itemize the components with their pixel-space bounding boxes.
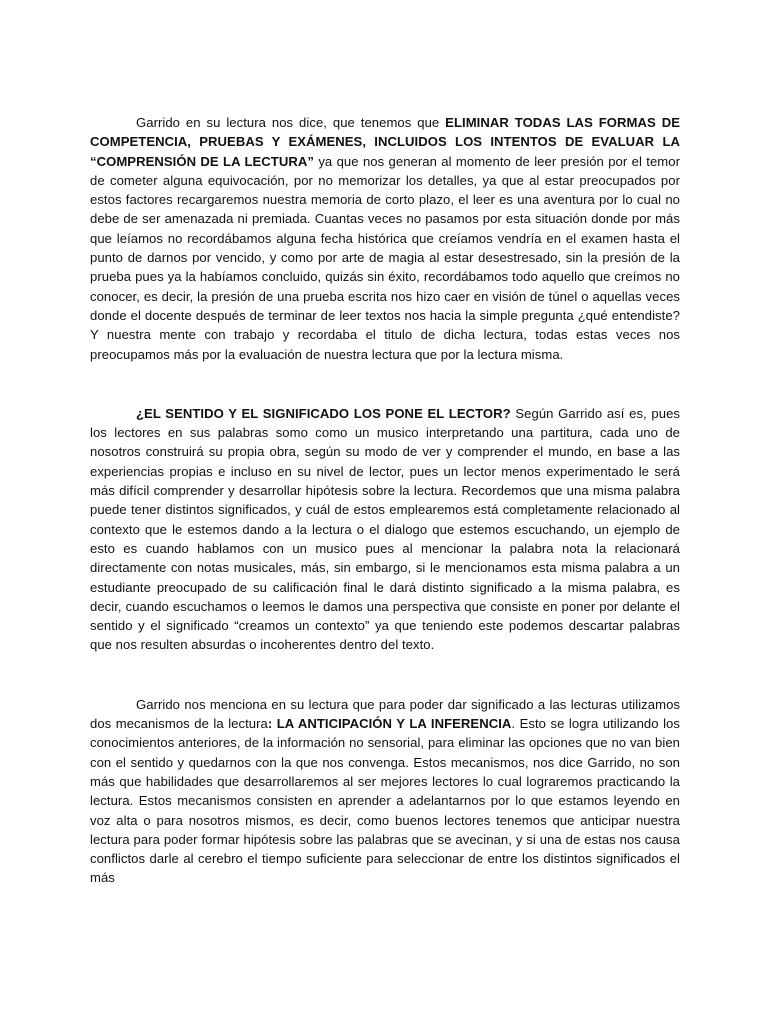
paragraph-1-emphasis: ELIMINAR TODAS LAS FORMAS DE COMPETENCIA, PRUEBAS Y EXÁMENES, INCLUIDOS LOS INTENTOS DE EVALUAR LA “COMPRENSIÓN DE LA LECTURA” xyxy=(90,115,680,169)
paragraph-1 xyxy=(90,113,680,364)
paragraph-3 xyxy=(90,695,680,888)
paragraph-2-body: Según Garrido así es, pues los lectores en sus palabras somo como un musico interpretando una partitura, cada uno de nosotros construirá su propia obra, según su modo de ver y comprender el mundo, en base a las experiencias propias e incluso en su nivel de lector, pues un lector menos experimentado le será más difícil comprender y desarrollar hipótesis sobre la lectura. Recordemos que una misma palabra puede tener distintos significados, y cuál de estos emplearemos está completamente relacionado al contexto que le estemos dando a la lectura o el dialogo que estemos escuchando, un ejemplo de esto es cuando hablamos con un musico pues al mencionar la palabra nota la relacionará directamente con notas musicales, más, sin embargo, si le mencionamos esta misma palabra a un estudiante preocupado de su calificación final le dará distinto significado a la misma palabra, es decir, cuando escuchamos o leemos le damos una perspectiva que consiste en poner por delante el sentido y el significado “creamos un contexto” ya que teniendo este podemos descartar palabras que nos resulten absurdas o incoherentes dentro del texto. xyxy=(90,405,680,653)
paragraph-2-question: ¿EL SENTIDO Y EL SIGNIFICADO LOS PONE EL LECTOR? xyxy=(136,405,511,421)
paragraph-2 xyxy=(90,404,680,655)
paragraph-1-intro: Garrido en su lectura nos dice, que tenemos que xyxy=(136,115,446,130)
paragraph-1-body: ya que nos generan al momento de leer presión por el temor de cometer alguna equivocación, por no memorizar los detalles, ya que al estar preocupados por estos factores recargaremos nuestra memoria de corto plazo, el leer es una aventura por lo cual no debe de ser amenazada ni premiada. Cuantas veces no pasamos por esta situación donde por más que leíamos no recordábamos alguna fecha histórica que creíamos vendría en el examen hasta el punto de darnos por vencido, y como por arte de magia al estar desestresado, sin la presión de la prueba pues ya la habíamos concluido, quizás sin éxito, recordábamos todo aquello que creímos no conocer, es decir, la presión de una prueba escrita nos hizo caer en visión de túnel o aquellas veces donde el docente después de terminar de leer textos nos hacia la simple pregunta ¿qué entendiste? Y nuestra mente con trabajo y recordaba el titulo de dicha lectura, todas estas veces nos preocupamos más por la evaluación de nuestra lectura que por la lectura misma. xyxy=(90,153,680,362)
paragraph-3-emphasis: : LA ANTICIPACIÓN Y LA INFERENCIA xyxy=(267,716,512,732)
paragraph-3-intro: Garrido nos menciona en su lectura que para poder dar significado a las lecturas utilizamos dos mecanismos de la lectura xyxy=(90,696,680,732)
paragraph-3-body: . Esto se logra utilizando los conocimientos anteriores, de la información no sensorial, para eliminar las opciones que no van bien con el sentido y quedarnos con la que nos convenga. Estos mecanismos, nos dice Garrido, no son más que habilidades que desarrollaremos al ser mejores lectores lo cual lograremos practicando la lectura. Estos mecanismos consisten en aprender a adelantarnos por lo que estamos leyendo en voz alta o para nosotros mismos, es decir, como buenos lectores tenemos que anticipar nuestra lectura para poder formar hipótesis sobre las palabras que se avecinan, y si una de estas nos causa conflictos darle al cerebro el tiempo suficiente para seleccionar de entre los distintos significados el más xyxy=(90,716,680,886)
